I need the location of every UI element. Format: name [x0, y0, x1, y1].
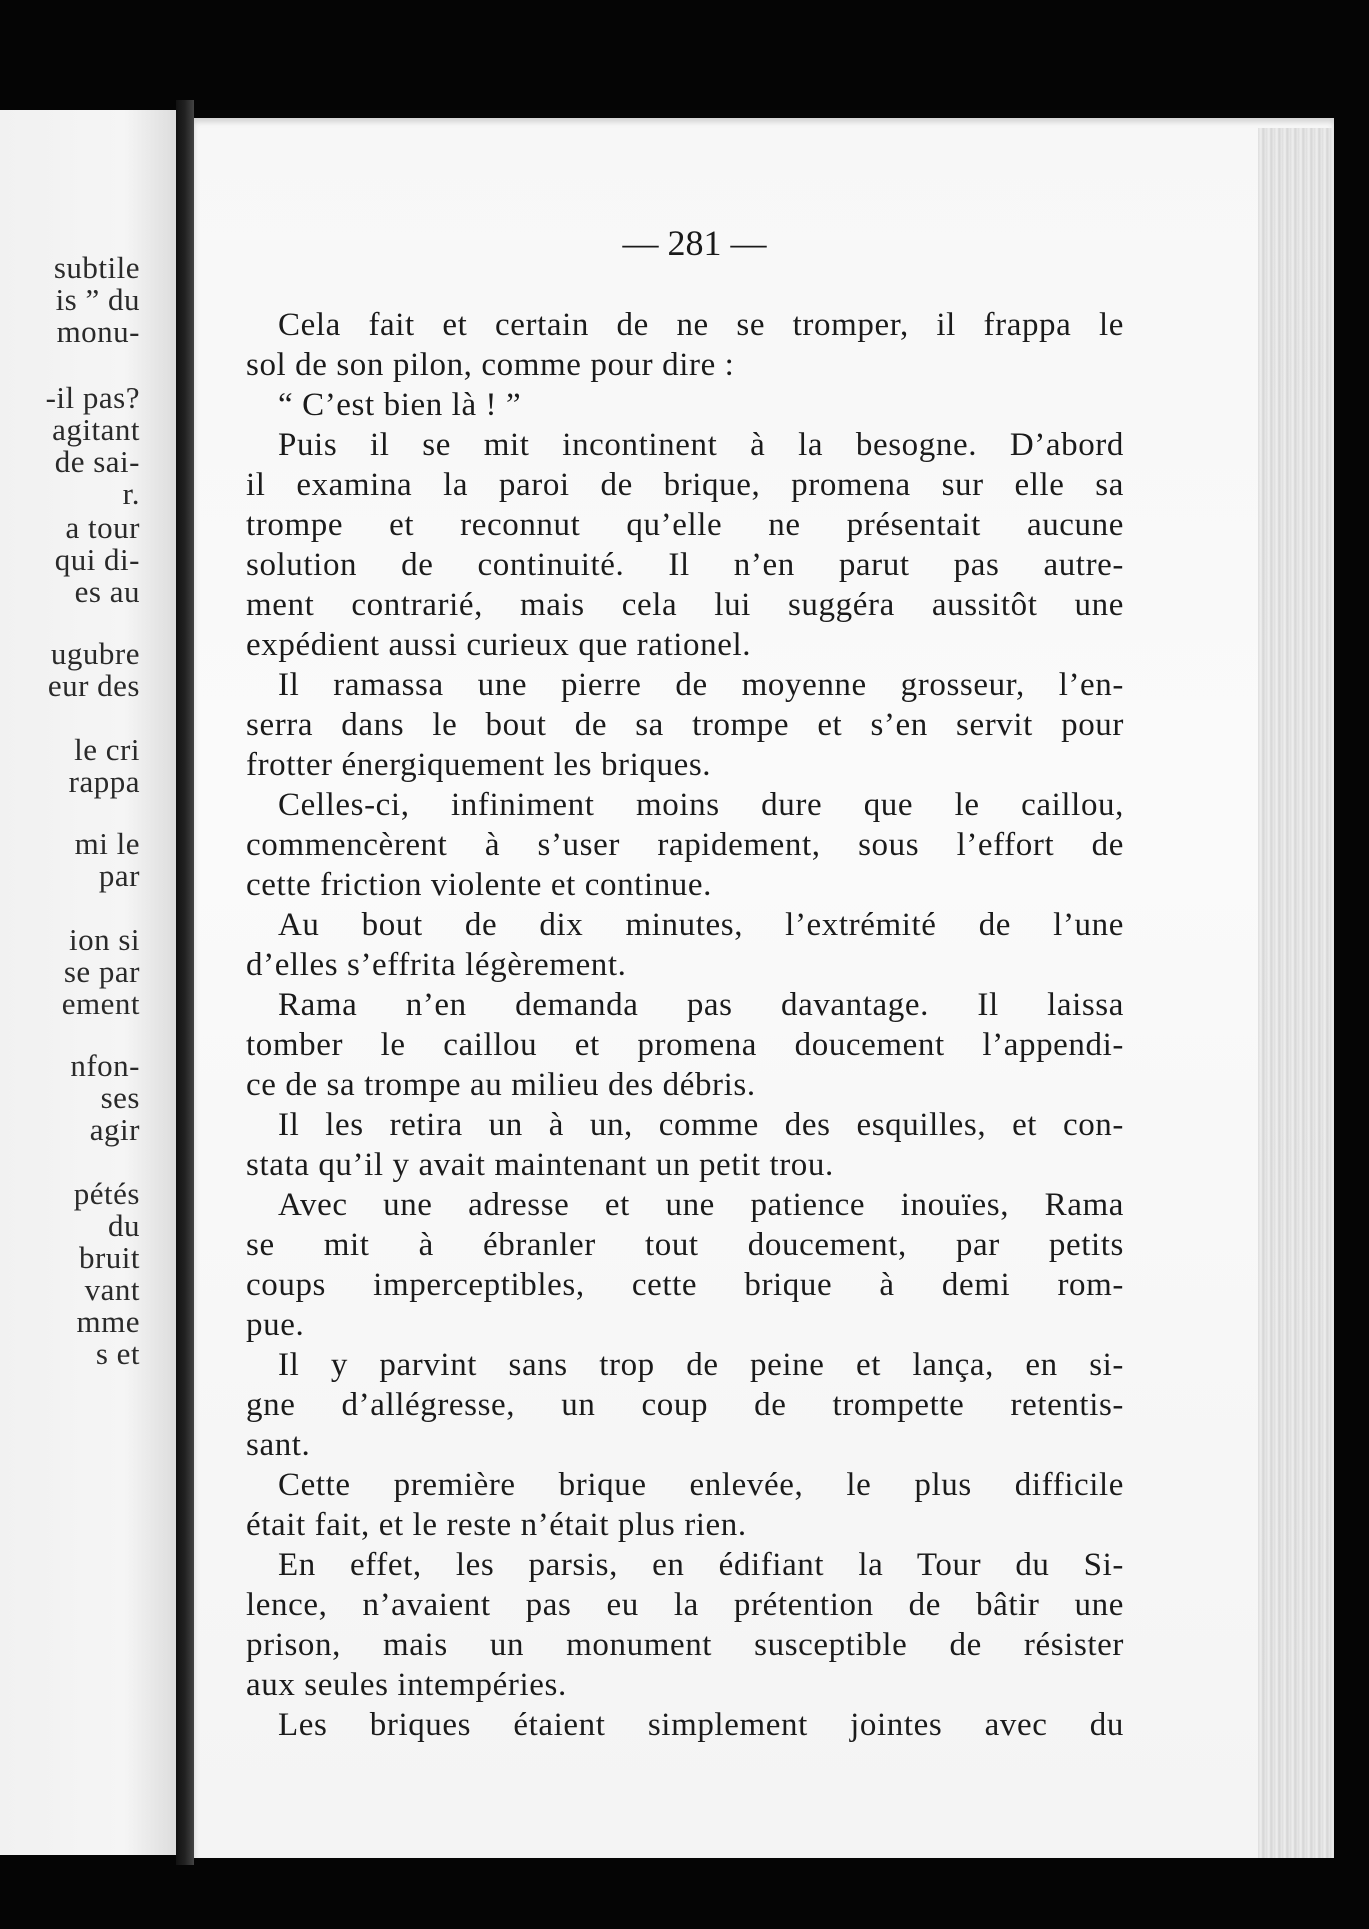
text-line: lence, n’avaient pas eu la prétention de bâtir une	[246, 1587, 1124, 1623]
text-line: trompe et reconnut qu’elle ne présentait aucune	[246, 507, 1124, 543]
left-page-fragment: eur des	[47, 668, 140, 703]
text-line: tomber le caillou et promena doucement l’appendi-	[246, 1027, 1124, 1063]
left-page-fragment: rappa	[68, 764, 140, 799]
page-number	[0, 222, 1369, 264]
text-line: frotter énergiquement les briques.	[246, 747, 712, 783]
left-page-fragment: ement	[61, 986, 140, 1021]
left-page-fragment: agir	[89, 1112, 140, 1147]
left-page-fragment: mme	[76, 1304, 140, 1339]
text-line: expédient aussi curieux que rationel.	[246, 627, 752, 663]
left-page-fragment: s et	[95, 1336, 140, 1371]
text-line: pue.	[246, 1307, 305, 1343]
text-line: stata qu’il y avait maintenant un petit trou.	[246, 1147, 834, 1183]
text-line: Il ramassa une pierre de moyenne grosseur, l’en-	[278, 667, 1124, 703]
text-line: il examina la paroi de brique, promena sur elle sa	[246, 467, 1124, 503]
text-line: aux seules intempéries.	[246, 1667, 567, 1703]
body-text	[246, 305, 1124, 1745]
text-line: En effet, les parsis, en édifiant la Tour du Si-	[278, 1547, 1124, 1583]
text-line: sant.	[246, 1427, 311, 1463]
left-page-fragment: pétés	[73, 1176, 140, 1211]
left-page-fragment: mi le	[74, 826, 140, 861]
book-spine	[176, 100, 194, 1865]
left-page-fragment: vant	[84, 1272, 140, 1307]
text-line: Les briques étaient simplement jointes avec du	[278, 1707, 1124, 1743]
text-line: Il y parvint sans trop de peine et lança, en si-	[278, 1347, 1124, 1383]
left-page-fragment: ses	[100, 1080, 140, 1115]
left-page	[0, 110, 178, 1855]
text-line: d’elles s’effrita légèrement.	[246, 947, 627, 983]
left-page-fragment: du	[108, 1208, 140, 1243]
left-page-fragment: se par	[63, 954, 140, 989]
text-line: était fait, et le reste n’était plus rien.	[246, 1507, 747, 1543]
text-line: prison, mais un monument susceptible de résister	[246, 1627, 1124, 1663]
text-line: cette friction violente et continue.	[246, 867, 713, 903]
text-line: commencèrent à s’user rapidement, sous l’effort de	[246, 827, 1124, 863]
left-page-fragment: is ” du	[55, 282, 140, 317]
page-number-text: — 281 —	[622, 223, 767, 263]
left-page-fragment: le cri	[74, 732, 140, 767]
left-page-fragment: qui di-	[54, 542, 140, 577]
text-line: Avec une adresse et une patience inouïes, Rama	[278, 1187, 1124, 1223]
text-line: Rama n’en demanda pas davantage. Il laissa	[278, 987, 1124, 1023]
left-page-fragment: a tour	[65, 510, 140, 545]
page-edge-stack	[1258, 128, 1334, 1858]
left-page-fragment: ion si	[68, 922, 140, 957]
text-line: Il les retira un à un, comme des esquilles, et con-	[278, 1107, 1124, 1143]
left-page-fragment: ugubre	[50, 636, 140, 671]
left-page-fragment: agitant	[52, 412, 140, 447]
left-page-fragment: par	[98, 858, 140, 893]
text-line: ment contrarié, mais cela lui suggéra aussitôt une	[246, 587, 1124, 623]
text-line: coups imperceptibles, cette brique à demi rom-	[246, 1267, 1124, 1303]
left-page-fragment: r.	[122, 476, 140, 511]
left-page-fragment: es au	[74, 574, 140, 609]
left-page-fragment: -il pas?	[45, 380, 140, 415]
text-line: serra dans le bout de sa trompe et s’en servit pour	[246, 707, 1124, 743]
text-line: se mit à ébranler tout doucement, par petits	[246, 1227, 1124, 1263]
text-line: Celles-ci, infiniment moins dure que le caillou,	[278, 787, 1124, 823]
left-page-fragment: nfon-	[70, 1048, 140, 1083]
text-line: Au bout de dix minutes, l’extrémité de l’une	[278, 907, 1124, 943]
text-line: ce de sa trompe au milieu des débris.	[246, 1067, 756, 1103]
text-line: Cela fait et certain de ne se tromper, il frappa le	[278, 307, 1124, 343]
text-line: solution de continuité. Il n’en parut pas autre-	[246, 547, 1124, 583]
left-page-fragment: de sai-	[54, 444, 140, 479]
text-line: gne d’allégresse, un coup de trompette retentis-	[246, 1387, 1124, 1423]
text-line: “ C’est bien là ! ”	[278, 387, 522, 423]
text-line: Puis il se mit incontinent à la besogne. D’abord	[278, 427, 1124, 463]
left-page-fragment: bruit	[78, 1240, 140, 1275]
left-page-fragment: subtile	[53, 250, 140, 285]
text-line: sol de son pilon, comme pour dire :	[246, 347, 735, 383]
left-page-fragment: monu-	[56, 314, 140, 349]
text-line: Cette première brique enlevée, le plus difficile	[278, 1467, 1124, 1503]
